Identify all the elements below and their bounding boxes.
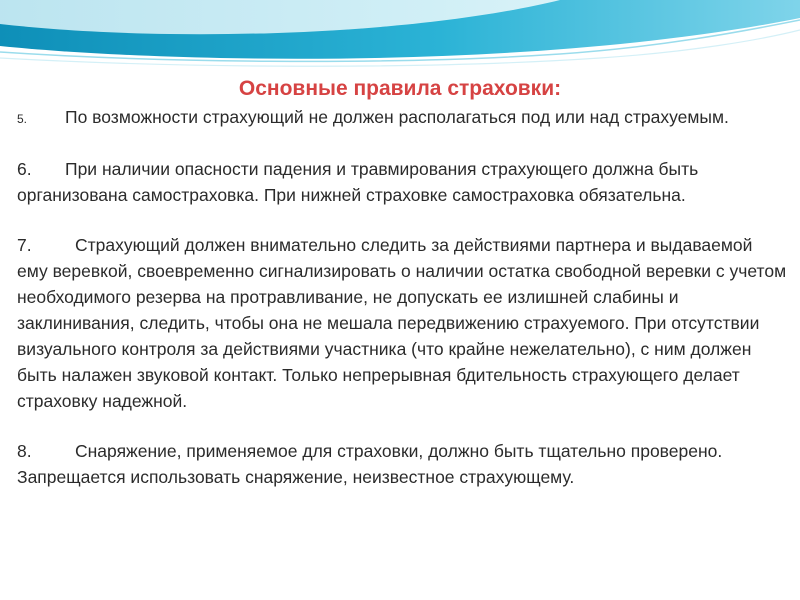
rule-text: По возможности страхующий не должен располагаться под или над страхуемым. [65,107,729,127]
rule-number: 7. [17,235,32,255]
slide-title: Основные правила страховки: [238,77,562,100]
rule-text: Страхующий должен внимательно следить за действиями партнера и выдаваемой ему веревкой, своевременно сигнализировать о наличии остатка свободной веревки с учетом необходимого резерва на протравливание, не допускать ее излишней слабины и заклинивания, следить, чтобы она не мешала передвижению страхуемого. При отсутствии визуального контроля за действиями участника (что крайне нежелательно), с ним должен быть налажен звуковой контакт. Только непрерывная бдительность страхующего делает страховку надежной. [17,235,787,411]
rule-number: 5. [17,112,28,126]
rule-item-6 [17,156,787,208]
rule-item-8 [17,438,787,490]
rule-item-7 [17,232,787,414]
rule-item-5 [17,104,787,132]
rules-list [17,104,787,514]
rule-text: Снаряжение, применяемое для страховки, должно быть тщательно проверено. Запрещается использовать снаряжение, неизвестное страхующему. [17,441,723,487]
rule-text: При наличии опасности падения и травмирования страхующего должна быть организована самостраховка. При нижней страховке самостраховка обязательна. [17,159,699,205]
rule-number: 6. [17,159,32,179]
header-wave-decoration [0,0,800,80]
rule-number: 8. [17,441,32,461]
